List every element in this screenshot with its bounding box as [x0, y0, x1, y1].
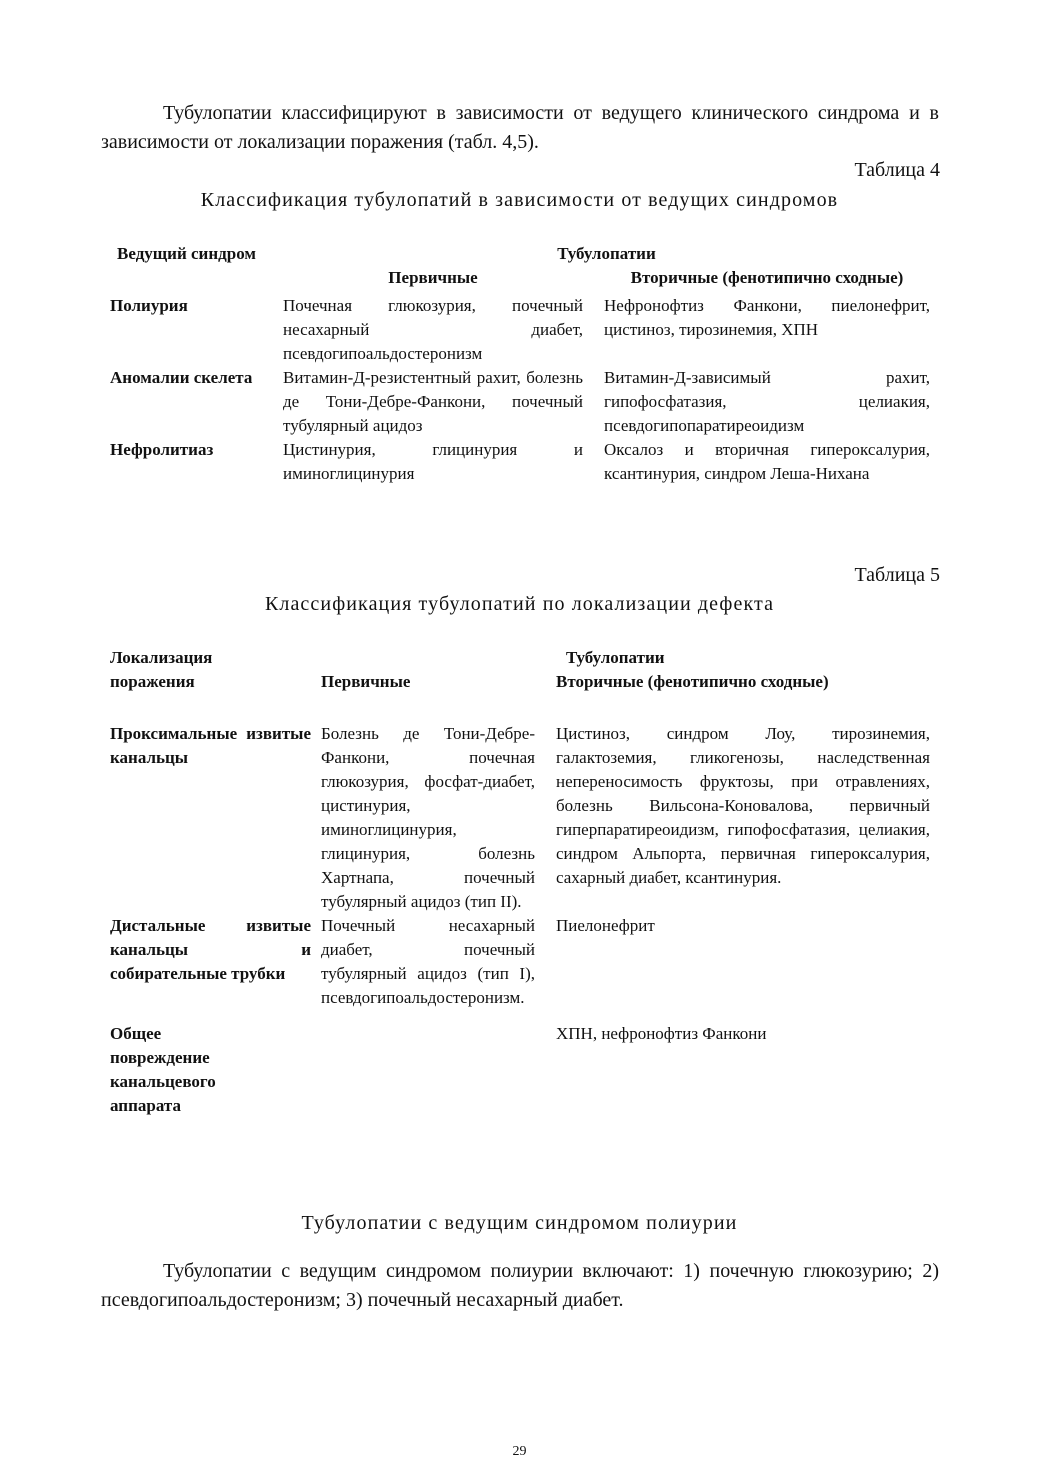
- table5-label: Таблица 5: [854, 564, 940, 586]
- table4-row-primary: Почечная глюкозурия, почечный несахарный диабет, псевдогипоальдостеронизм: [283, 296, 583, 363]
- table5-header-location: Локализация поражения: [110, 648, 213, 691]
- table4-row-secondary: Витамин-Д-зависимый рахит, гипофосфатазия, целиакия, псевдогипопаратиреоидизм: [604, 368, 930, 435]
- table5-row-secondary: Пиелонефрит: [556, 916, 655, 935]
- intro-paragraph: Тубулопатии классифицируют в зависимости от ведущего клинического синдрома и в зависимости от локализации поражения (табл. 4,5).: [101, 102, 939, 153]
- table5-row-name: Дистальные извитые канальцы и собирательные трубки: [110, 916, 311, 983]
- table4-header-syndrome: Ведущий синдром: [117, 244, 256, 263]
- table5-header-primary: Первичные: [321, 672, 411, 691]
- section-title: Тубулопатии с ведущим синдромом полиурии: [301, 1212, 738, 1234]
- table5-row-primary: [321, 1022, 535, 1118]
- table4-row-name: Нефролитиаз: [110, 440, 214, 459]
- table5-row-name: Общее повреждение канальцевого аппарата: [110, 1024, 216, 1115]
- table5-title: Классификация тубулопатий по локализации дефекта: [264, 593, 775, 615]
- table4-row-name: Аномалии скелета: [110, 368, 253, 387]
- table5-header-group: Тубулопатии: [566, 648, 665, 667]
- table5-row-primary: Почечный несахарный диабет, почечный тубулярный ацидоз (тип I), псевдогипоальдостеронизм.: [321, 916, 535, 1007]
- table5-row-secondary: Цистиноз, синдром Лоу, тирозинемия, галактоземия, гликогенозы, наследственная непереносимость фруктозы, при отравлениях, болезнь Вильсона-Коновалова, первичный гиперпаратиреоидизм, гипофосфатазия, целиакия, синдром Альпорта, первичная гипероксалурия, сахарный диабет, ксантинурия.: [556, 724, 930, 887]
- table5-row: [110, 1022, 930, 1118]
- table4-row-secondary: Нефронофтиз Фанкони, пиелонефрит, цистиноз, тирозинемия, ХПН: [604, 296, 930, 339]
- table5-row: [110, 722, 930, 914]
- table5-header-secondary: Вторичные (фенотипично сходные): [556, 672, 829, 691]
- page-number: 29: [512, 1444, 527, 1459]
- table4-row-secondary: Оксалоз и вторичная гипероксалурия, ксантинурия, синдром Леша-Нихана: [604, 440, 930, 483]
- table4-row-name: Полиурия: [110, 296, 188, 315]
- table5-row-primary: Болезнь де Тони-Дебре-Фанкони, почечная глюкозурия, фосфат-диабет, цистинурия, иминоглицинурия, глицинурия, болезнь Хартнапа, почечный тубулярный ацидоз (тип II).: [321, 724, 535, 911]
- table4-row: [110, 438, 930, 486]
- table5-row: [110, 914, 930, 1022]
- section-paragraph: Тубулопатии с ведущим синдромом полиурии включают: 1) почечную глюкозурию; 2) псевдогипоальдостеронизм; 3) почечный несахарный диабет.: [101, 1260, 939, 1311]
- table4-label: Таблица 4: [854, 159, 940, 181]
- table4-title: Классификация тубулопатий в зависимости от ведущих синдромов: [200, 189, 839, 211]
- table5-row-name: Проксимальные извитые канальцы: [110, 724, 311, 767]
- table4-row-primary: Цистинурия, глицинурия и иминоглицинурия: [283, 440, 583, 483]
- table4-row-primary: Витамин-Д-резистентный рахит, болезнь де Тони-Дебре-Фанкони, почечный тубулярный ацидоз: [283, 368, 583, 435]
- table4-header-group: Тубулопатии: [557, 244, 656, 263]
- table4: [110, 242, 930, 486]
- table4-header-secondary: Вторичные (фенотипично сходные): [630, 268, 904, 287]
- table4-header-primary: Первичные: [388, 268, 478, 287]
- table5-row-secondary: ХПН, нефронофтиз Фанкони: [556, 1024, 767, 1043]
- table5: [110, 646, 930, 1118]
- table4-row: [110, 294, 930, 366]
- table4-row: [110, 366, 930, 438]
